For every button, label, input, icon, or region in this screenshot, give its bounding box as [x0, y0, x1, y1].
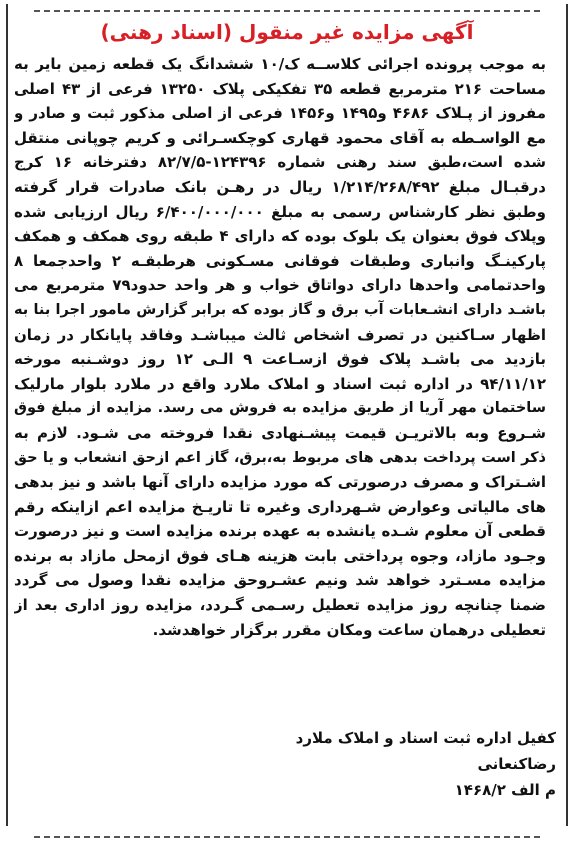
notice-line: وطبق نظر کارشناس رسمی به مبلغ ۶/۴۰۰/۰۰۰/۰۰۰ ریال ارزیابی شده	[14, 202, 546, 221]
top-dashed-separator	[34, 10, 540, 12]
notice-line: ۹۴/۱۱/۱۲ در اداره ثبت اسناد و املاک ملارد واقع در ملارد بلوار مارلیک	[14, 374, 546, 393]
notice-line: قطعی آن معلوم شـده یانشده به عهده برنده مزایده است و نیز درصورت	[14, 522, 546, 541]
notice-line: واحدتمامی واحدها دارای دواتاق خواب و هر واحد حدود۷۹ مترمربع می	[14, 276, 546, 295]
notice-title: آگهی مزایده غیر منقول (اسناد رهنی)	[100, 20, 474, 44]
notice-line: ضمنا چنانچه روز مزایده تعطیل رسـمی گـردد، مزایده روز اداری بعد از	[14, 596, 546, 615]
notice-line: وپلاک فوق بعنوان یک بلوک بوده که دارای ۴ طبقه روی همکف و همکف	[14, 227, 546, 246]
notice-line: ساختمان مهر آریا از طریق مزایده به فروش می رسد. مزایده از مبلغ فوق	[14, 400, 546, 417]
notice-line: تعطیلی درهمان ساعت ومکان مقرر برگزار خواهدشد.	[152, 620, 546, 639]
notice-line: های مالیاتی وعوارض شـهرداری وغیره تا تاریـخ مزایده اعم ازاینکه رقم	[14, 497, 546, 516]
notice-line: درقبـال مبلغ ۱/۲۱۴/۲۶۸/۴۹۲ ریال در رهـن بانک صادرات قرار گرفته	[14, 177, 546, 196]
notice-line: اظهار سـاکنین در تصرف اشخاص ثالث میباشـد وفاقد پایانکار در زمان	[14, 325, 546, 344]
notice-line: به موجب پرونده اجرائی کلاســه ک/۱۰ ششدانگ یک قطعه زمین بایر به	[14, 55, 546, 73]
left-column-rule	[6, 4, 8, 826]
notice-line: مساحت ۲۱۶ مترمربع قطعه ۳۵ تفکیکی پلاک ۱۳۲۵۰ فرعی از ۴۳ اصلی	[14, 79, 546, 98]
notice-reference-number: م الف ۱۴۶۸/۲	[454, 781, 556, 799]
notice-line: شده است،طبق سند رهنی شماره ۱۲۴۳۹۶-۸۲/۷/۵ دفترخانه ۱۶ کرج	[14, 153, 546, 172]
notice-body	[14, 52, 546, 642]
signature-office: کفیل اداره ثبت اسناد و املاک ملارد	[295, 729, 556, 747]
notice-line: اشـتراک و مصرف درصورتی که مورد مزایده دارای آنها باشد و نیز بدهی	[14, 473, 546, 492]
notice-line: ذکر است پرداخت بدهی های مربوط به،برق، گاز اعم ازحق انشعاب و یا حق	[14, 449, 546, 466]
notice-line: وجـود مازاد، وجوه پرداختی بابت هزینه هـای فوق ازمحل مازاد به برنده	[14, 546, 546, 565]
notice-line: مفروز از پـلاک ۴۶۸۶ و۱۴۹۵ و۱۴۵۶ فرعی از اصلی مذکور ثبت و صادر و	[14, 104, 546, 123]
notice-line: باشـد دارای انشـعابات آب برق و گاز بوده که برابر گزارش مامور اجرا بنا به	[14, 301, 546, 318]
right-column-rule	[566, 4, 568, 826]
notice-line: شـروع وبه بالاتریـن قیمت پیشـنهادی نقدا فروخته می شـود. لازم به	[14, 423, 546, 442]
notice-line: مزایده مسـترد خواهد شد ونیم عشـروحق مزایده نقدا وصول می گردد	[14, 571, 546, 590]
signature-name: رضاکنعانی	[477, 755, 556, 773]
notice-line: مع الواسـطه به آقای محمود قهاری کوچکسـرائی و کریم چوپانی منتقل	[14, 128, 546, 147]
notice-line: بازدید می باشـد پلاک فوق ازسـاعت ۹ الـی ۱۲ روز دوشـنبه مورخه	[14, 350, 546, 369]
bottom-dashed-separator	[34, 836, 540, 838]
notice-line: پارکینـگ وانباری وطبقات فوقانی مسـکونی هرطبقـه ۲ واحدجمعا ۸	[14, 251, 546, 270]
